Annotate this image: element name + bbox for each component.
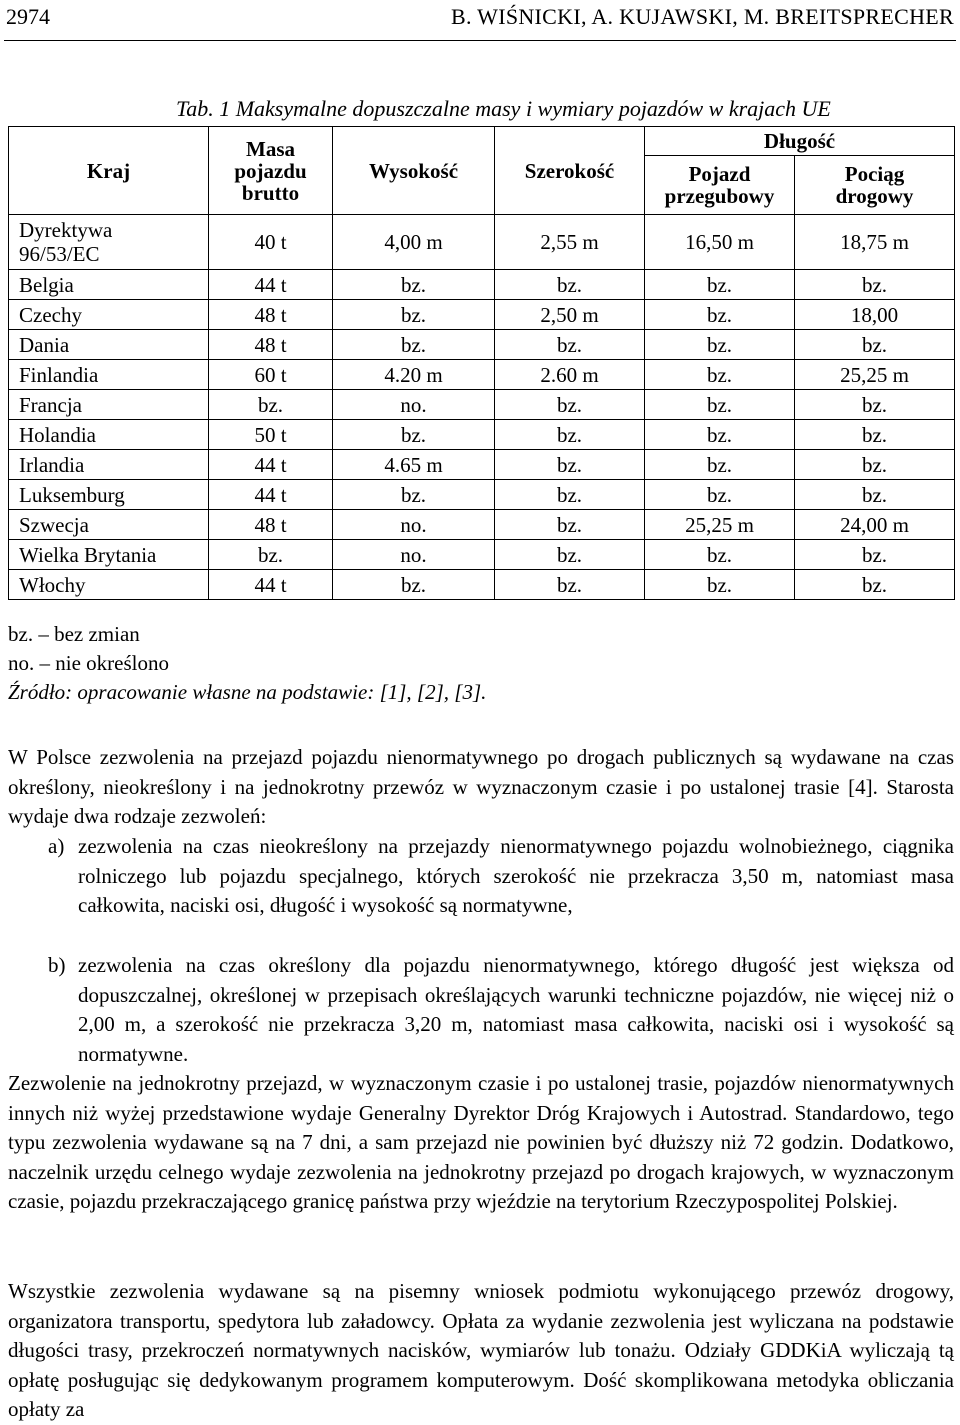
table-row <box>9 420 955 450</box>
table-cell: bz. <box>333 330 495 360</box>
table-cell: no. <box>333 540 495 570</box>
table-row <box>9 390 955 420</box>
table-cell: 50 t <box>209 420 333 450</box>
table-cell: bz. <box>495 480 645 510</box>
header-masa: Masa pojazdu brutto <box>209 127 333 215</box>
table-row <box>9 570 955 600</box>
paragraph-2: Zezwolenie na jednokrotny przejazd, w wyznaczonym czasie i po ustalonej trasie, pojazdów nienormatywnych innych niż wyżej przedstawione wydaje Generalny Dyrektor Dróg Krajowych i Autostrad. Standardowo, tego typu zezwolenia wydawane są na 7 dni, a sam przejazd nie powinien być dłuższy niż 72 godzin. Dodatkowo, naczelnik urzędu celnego wydaje zezwolenia na jednokrotny przejazd po drogach krajowych, w wyznaczonym czasie, pojazdu przekraczającego granicę państwa przy wjeździe na terytorium Rzeczypospolitej Polskiej. <box>8 1071 954 1213</box>
country-cell: Czechy <box>9 300 209 330</box>
paragraph-3: Wszystkie zezwolenia wydawane są na pisemny wniosek podmiotu wykonującego przewóz drogowy, organizatora transportu, spedytora lub załadowcy. Opłata za wydanie zezwolenia jest wyliczana na podstawie długości trasy, przekroczeń normatywnych nacisków, wymiarów lub tonażu. Odziały GDDKiA wyliczają tą opłatę posługując się dedykowanym programem komputerowym. Dość skomplikowana metodyka obliczania opłaty za <box>8 1279 954 1421</box>
table-cell: bz. <box>645 390 795 420</box>
table-cell: 60 t <box>209 360 333 390</box>
table-cell: 24,00 m <box>795 510 955 540</box>
running-header-authors: B. WIŚNICKI, A. KUJAWSKI, M. BREITSPRECHER <box>450 4 954 29</box>
table-cell: bz. <box>645 300 795 330</box>
paragraph-1: W Polsce zezwolenia na przejazd pojazdu nienormatywnego po drogach publicznych są wydawane na czas określony, nieokreślony i na jednokrotny przewóz w wyznaczonym czasie i po ustalonej trasie [4]. Starosta wydaje dwa rodzaje zezwoleń: <box>8 745 954 828</box>
table-cell: 48 t <box>209 510 333 540</box>
table-row <box>9 540 955 570</box>
table-cell: bz. <box>495 420 645 450</box>
table-cell: bz. <box>495 570 645 600</box>
table-row <box>9 510 955 540</box>
table-cell: bz. <box>333 300 495 330</box>
country-cell: Holandia <box>9 420 209 450</box>
header-rule <box>4 40 956 41</box>
table-cell: bz. <box>209 390 333 420</box>
table-cell: 25,25 m <box>795 360 955 390</box>
table-cell: 25,25 m <box>645 510 795 540</box>
page-number: 2974 <box>6 4 50 29</box>
table-cell: bz. <box>333 480 495 510</box>
legend-bz: bz. – bez zmian <box>8 622 140 646</box>
table-cell: bz. <box>795 570 955 600</box>
table-cell: 2.60 m <box>495 360 645 390</box>
table-cell: no. <box>333 390 495 420</box>
table-cell: bz. <box>795 390 955 420</box>
table-cell: 40 t <box>209 215 333 270</box>
country-cell: Włochy <box>9 570 209 600</box>
table-cell: bz. <box>795 330 955 360</box>
header-pociag-drogowy: Pociąg drogowy <box>795 156 955 215</box>
table-cell: bz. <box>795 270 955 300</box>
table-cell: bz. <box>645 480 795 510</box>
directive-label: Dyrektywa 96/53/EC <box>9 215 209 270</box>
table-cell: bz. <box>495 450 645 480</box>
table-cell: bz. <box>645 330 795 360</box>
table-cell: 4,00 m <box>333 215 495 270</box>
table-cell: 48 t <box>209 330 333 360</box>
table-cell: bz. <box>495 540 645 570</box>
table-row <box>9 270 955 300</box>
table-cell: bz. <box>495 390 645 420</box>
table-cell: bz. <box>645 270 795 300</box>
list-item-b <box>8 951 954 1069</box>
header-szerokosc: Szerokość <box>495 127 645 215</box>
table-cell: 16,50 m <box>645 215 795 270</box>
legend-no: no. – nie określono <box>8 651 169 675</box>
table-cell: bz. <box>209 540 333 570</box>
table-cell: no. <box>333 510 495 540</box>
table-row <box>9 450 955 480</box>
table-cell: bz. <box>495 330 645 360</box>
table-cell: bz. <box>645 570 795 600</box>
table-cell: 44 t <box>209 570 333 600</box>
table-cell: 44 t <box>209 480 333 510</box>
table-source: Źródło: opracowanie własne na podstawie: [1], [2], [3]. <box>8 680 487 704</box>
list-item-b-text: zezwolenia na czas określony dla pojazdu nienormatywnego, którego długość jest większa od dopuszczalnej, określonej w przepisach określających warunki techniczne pojazdów, nie więcej niż o 2,00 m, a szerokość nie przekracza 3,20 m, natomiast masa całkowita, naciski osi i wysokość są normatywne. <box>78 953 954 1066</box>
table-cell: 2,50 m <box>495 300 645 330</box>
table-cell: bz. <box>795 450 955 480</box>
list-marker-b: b) <box>48 953 66 977</box>
header-dlugosc: Długość <box>645 127 955 156</box>
table-row-directive <box>9 215 955 270</box>
table-cell: bz. <box>645 540 795 570</box>
table-caption: Tab. 1 Maksymalne dopuszczalne masy i wymiary pojazdów w krajach UE <box>176 96 831 121</box>
table-cell: bz. <box>495 270 645 300</box>
country-cell: Szwecja <box>9 510 209 540</box>
table-cell: 2,55 m <box>495 215 645 270</box>
page-header <box>6 4 954 34</box>
country-cell: Irlandia <box>9 450 209 480</box>
table-cell: 18,75 m <box>795 215 955 270</box>
table-row <box>9 330 955 360</box>
vehicle-dimensions-table <box>8 126 955 600</box>
table-cell: bz. <box>795 420 955 450</box>
table-cell: bz. <box>645 360 795 390</box>
table-cell: bz. <box>333 420 495 450</box>
list-item-a-text: zezwolenia na czas nieokreślony na przejazdy nienormatywnego pojazdu wolnobieżnego, ciągnika rolniczego lub pojazdu specjalnego, których szerokość nie przekracza 3,50 m, natomiast masa całkowita, naciski osi, długość i wysokość są normatywne, <box>78 834 954 917</box>
table-cell: bz. <box>333 570 495 600</box>
table-cell: 44 t <box>209 450 333 480</box>
table-cell: 4.20 m <box>333 360 495 390</box>
country-cell: Dania <box>9 330 209 360</box>
table-cell: bz. <box>495 510 645 540</box>
table-row <box>9 480 955 510</box>
header-kraj: Kraj <box>9 127 209 215</box>
header-wysokosc: Wysokość <box>333 127 495 215</box>
table-cell: 18,00 <box>795 300 955 330</box>
list-item-a <box>8 832 954 921</box>
table-cell: 4.65 m <box>333 450 495 480</box>
country-cell: Belgia <box>9 270 209 300</box>
table-cell: bz. <box>795 540 955 570</box>
table-row <box>9 360 955 390</box>
table-row <box>9 300 955 330</box>
country-cell: Wielka Brytania <box>9 540 209 570</box>
country-cell: Francja <box>9 390 209 420</box>
table-cell: bz. <box>795 480 955 510</box>
header-pojazd-przegubowy: Pojazd przegubowy <box>645 156 795 215</box>
table-cell: bz. <box>333 270 495 300</box>
list-marker-a: a) <box>48 834 65 858</box>
table-cell: 44 t <box>209 270 333 300</box>
table-cell: 48 t <box>209 300 333 330</box>
country-cell: Finlandia <box>9 360 209 390</box>
table-cell: bz. <box>645 450 795 480</box>
country-cell: Luksemburg <box>9 480 209 510</box>
table-cell: bz. <box>645 420 795 450</box>
